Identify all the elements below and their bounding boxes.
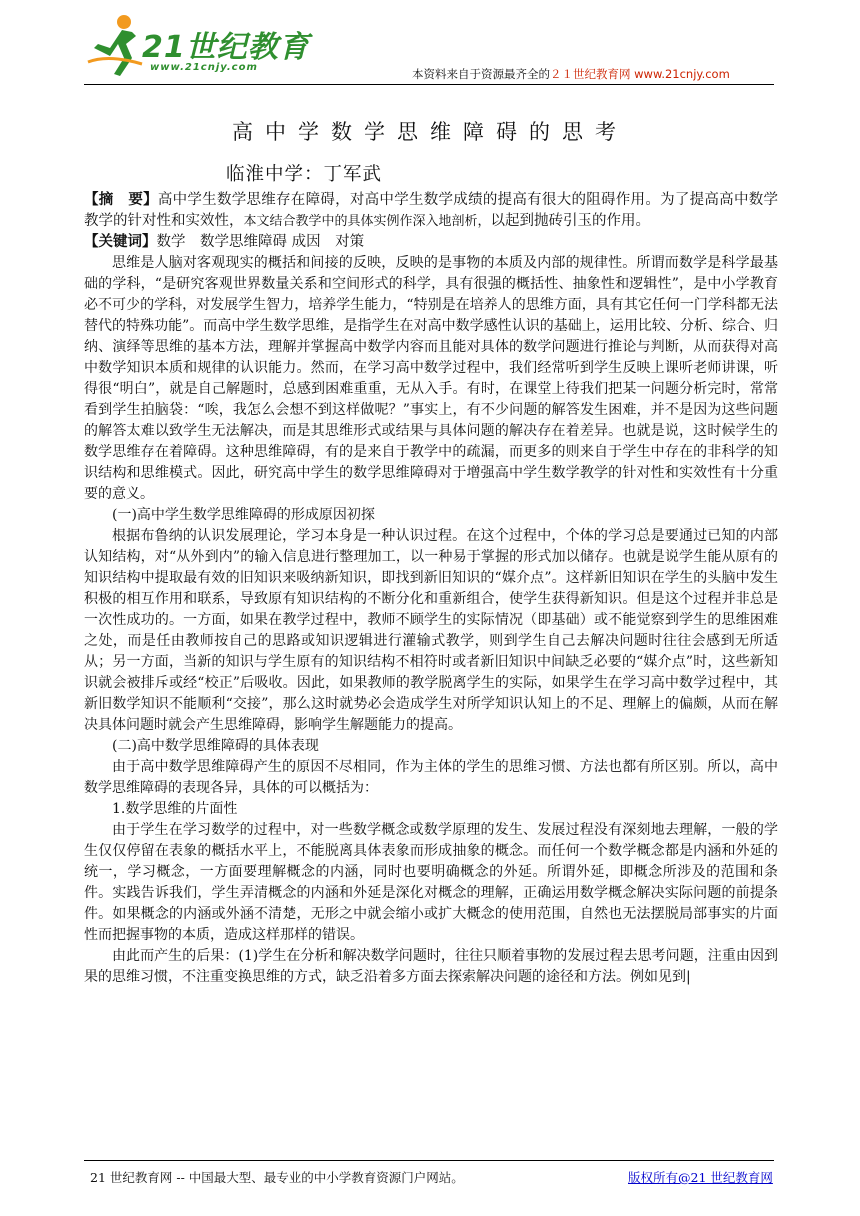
paragraph-manifestations: 由于高中数学思维障碍产生的原因不尽相同，作为主体的学生的思维习惯、方法也都有所区别。所以，高中数学思维障碍的表现各异，具体的可以概括为： xyxy=(84,759,778,796)
footer-copyright-link[interactable]: 版权所有@21 世纪教育网 xyxy=(628,1170,773,1185)
document-body xyxy=(84,190,778,988)
abstract-label: 【摘 要】 xyxy=(84,192,158,208)
paragraph-intro: 思维是人脑对客观现实的概括和间接的反映，反映的是事物的本质及内部的规律性。所谓而数学是科学最基础的学科，“是研究客观世界数量关系和空间形式的科学，具有很强的概括性、抽象性和逻辑性”，是中小学教育必不可少的学科，对发展学生智力，培养学生能力，“特别是在培养人的思维方面，具有其它任何一门学科都无法替代的特殊功能”。而高中学生数学思维，是指学生在对高中数学感性认识的基础上，运用比较、分析、综合、归纳、演绎等思维的基本方法，理解并掌握高中数学内容而且能对具体的数学问题进行推论与判断，从而获得对高中数学知识本质和规律的认识能力。然而，在学习高中数学过程中，我们经常听到学生反映上课听老师讲课，听得很“明白”，就是自己解题时，总感到困难重重，无从入手。有时，在课堂上待我们把某一问题分析完时，常常看到学生拍脑袋：“唉，我怎么会想不到这样做呢？”事实上，有不少问题的解答发生困难，并不是因为这些问题的解答太难以致学生无法解决，而是其思维形式或结果与具体问题的解决存在着差异。也就是说，这时候学生的数学思维存在着障碍。这种思维障碍，有的是来自于教学中的疏漏，而更多的则来自于学生中存在的非科学的知识结构和思维模式。因此，研究高中学生的数学思维障碍对于增强高中学生数学教学的针对性和实效性有十分重要的意义。 xyxy=(84,255,778,502)
section-heading-causes: (一)高中学生数学思维障碍的形成原因初探 xyxy=(112,507,375,523)
document-title: 高中学数学思维障碍的思考 xyxy=(232,120,628,144)
abstract-text-1: 高中学生数学思维存在障碍，对高中学生数学成绩的提高有很大的阻碍作用。为了提高高中数学教学的针对性和实效性， xyxy=(84,192,778,229)
keywords-label: 【关键词】 xyxy=(84,234,157,250)
paragraph-consequences: 由此而产生的后果：(1)学生在分析和解决数学问题时，往往只顺着事物的发展过程去思考问题，注重由因到果的思维习惯，不注重变换思维的方式，缺乏沿着多方面去探索解决问题的途径和方法。例如见到| xyxy=(84,948,778,985)
abstract-text-2: 本文结合教学中的具体实例作深入地剖析， xyxy=(243,214,491,229)
header-note-prefix: 本资料来自于资源最齐全的 xyxy=(412,67,550,81)
subheading-one-sidedness: 1.数学思维的片面性 xyxy=(112,801,238,817)
abstract xyxy=(84,190,778,232)
section-heading-manifestations: (二)高中数学思维障碍的具体表现 xyxy=(112,738,319,754)
keywords-text: 数学 数学思维障碍 成因 对策 xyxy=(156,234,365,250)
site-logo[interactable] xyxy=(84,14,310,80)
abstract-text-3: 以起到抛砖引玉的作用。 xyxy=(490,213,651,229)
logo-url: www.21cnjy.com xyxy=(150,62,258,73)
header-site-link[interactable]: ２１世纪教育网 www.21cnjy.com xyxy=(550,67,730,81)
paragraph-causes: 根据布鲁纳的认识发展理论，学习本身是一种认识过程。在这个过程中，个体的学习总是要通过已知的内部认知结构，对“从外到内”的输入信息进行整理加工，以一种易于掌握的形式加以储存。也就是说学生能从原有的知识结构中提取最有效的旧知识来吸纳新知识，即找到新旧知识的“媒介点”。这样新旧知识在学生的头脑中发生积极的相互作用和联系，导致原有知识结构的不断分化和重新组合，使学生获得新知识。但是这个过程并非总是一次性成功的。一方面，如果在教学过程中，教师不顾学生的实际情况（即基础）或不能觉察到学生的思维困难之处，而是任由教师按自己的思路或知识逻辑进行灌输式教学，则到学生自己去解决问题时往往会感到无所适从；另一方面，当新的知识与学生原有的知识结构不相符时或者新旧知识中间缺乏必要的“媒介点”时，这些新知识就会被排斥或经“校正”后吸收。因此，如果教师的教学脱离学生的实际，如果学生在学习高中数学过程中，其新旧数学知识不能顺利“交接”，那么这时就势必会造成学生对所学知识认知上的不足、理解上的偏颇，从而在解决具体问题时就会产生思维障碍，影响学生解题能力的提高。 xyxy=(84,528,778,733)
footer-divider xyxy=(84,1160,774,1161)
logo-text: 21世纪教育 xyxy=(142,30,310,65)
footer-text: 21 世纪教育网 -- 中国最大型、最专业的中小学教育资源门户网站。 xyxy=(90,1170,464,1185)
header-divider xyxy=(84,84,774,85)
keywords xyxy=(84,232,778,253)
runner-icon xyxy=(84,14,146,78)
paragraph-one-sidedness: 由于学生在学习数学的过程中，对一些数学概念或数学原理的发生、发展过程没有深刻地去理解，一般的学生仅仅停留在表象的概括水平上，不能脱离具体表象而形成抽象的概念。而任何一个数学概念都是内涵和外延的统一，学习概念，一方面要理解概念的内涵，同时也要明确概念的外延。所谓外延，即概念所涉及的范围和条件。实践告诉我们，学生弄清概念的内涵和外延是深化对概念的理解，正确运用数学概念解决实际问题的前提条件。如果概念的内涵或外涵不清楚，无形之中就会缩小或扩大概念的使用范围，自然也无法摆脱局部事实的片面性而把握事物的本质，造成这样那样的错误。 xyxy=(84,822,778,943)
header-note xyxy=(412,66,730,82)
document-author: 临淮中学：丁军武 xyxy=(226,164,383,185)
